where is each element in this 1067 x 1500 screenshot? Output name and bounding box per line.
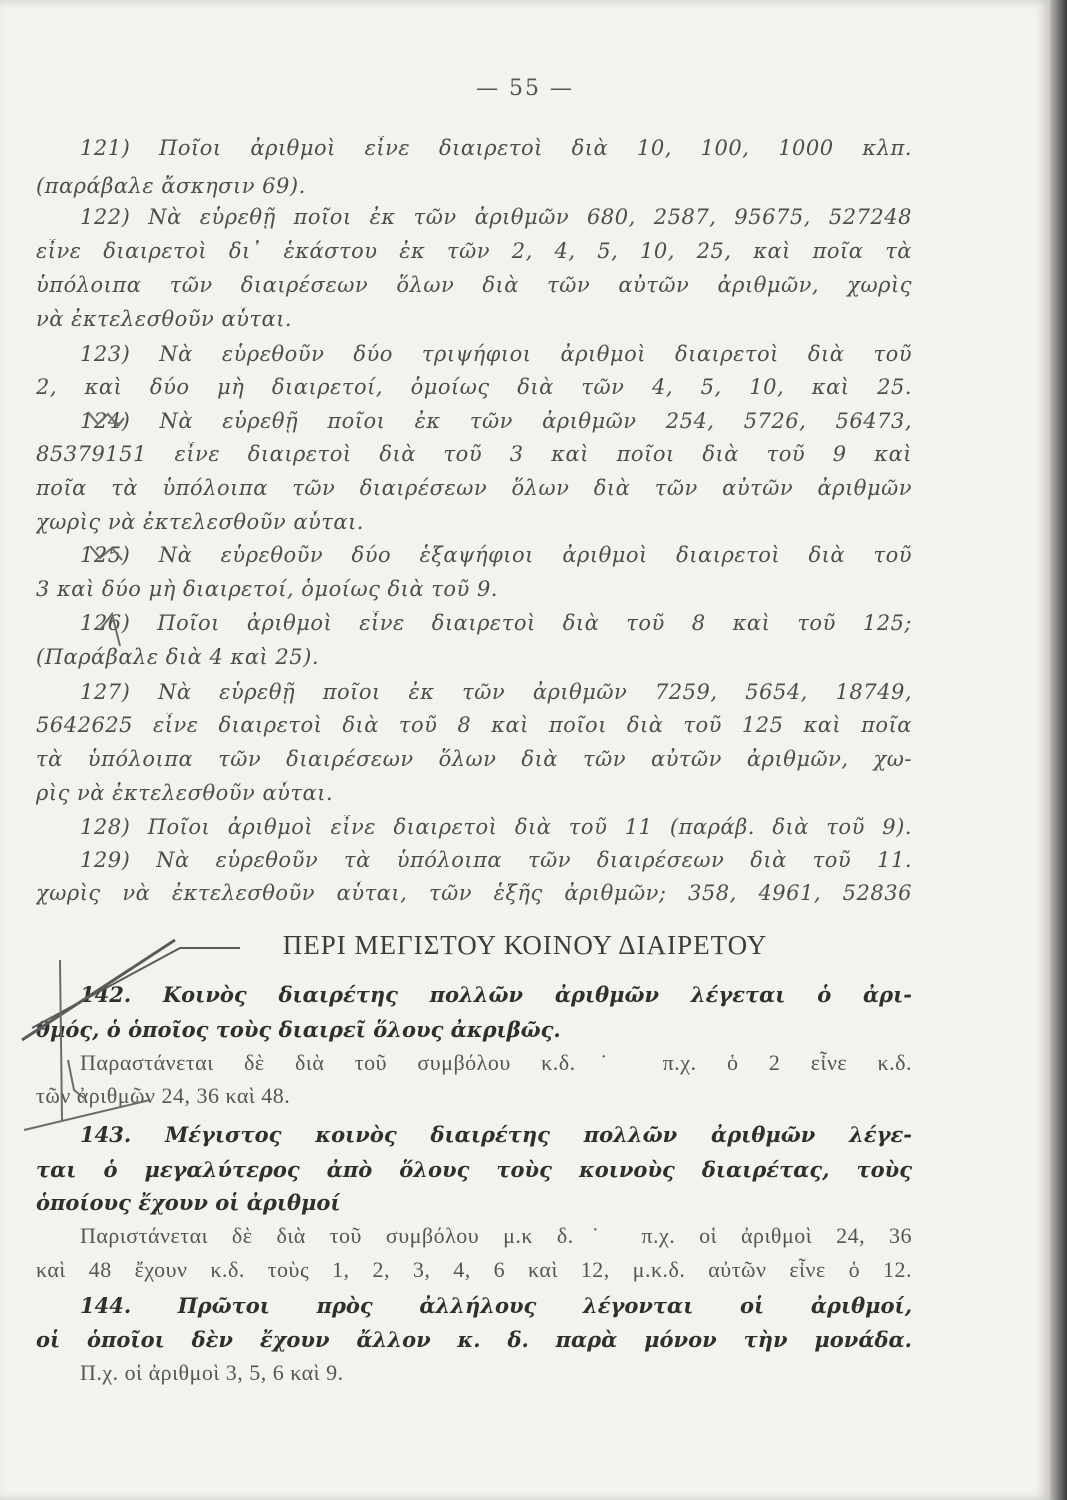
definition-144-line-2: οἱ ὁποῖοι δὲν ἔχουν ἄλλον κ. δ. παρὰ μόνον τὴν μονάδα. — [36, 1327, 912, 1352]
exercise-127-line-2: 5642625 εἶνε διαιρετοὶ διὰ τοῦ 8 καὶ ποῖοι διὰ τοῦ 125 καὶ ποῖα — [36, 713, 912, 737]
exercise-122-line-3: ὑπόλοιπα τῶν διαιρέσεων ὅλων διὰ τῶν αὐτῶν ἀριθμῶν, χωρὶς — [36, 273, 912, 297]
exercise-124-line-4: χωρὶς νὰ ἐκτελεσθοῦν αὗται. — [36, 510, 364, 534]
exercise-129-line-2: χωρὶς νὰ ἐκτελεσθοῦν αὗται, τῶν ἑξῆς ἀριθμῶν; 358, 4961, 52836 — [36, 881, 912, 905]
exercise-121-line-1: 121) Ποῖοι ἀριθμοὶ εἶνε διαιρετοὶ διὰ 10, 100, 1000 κλπ. — [80, 136, 912, 160]
definition-144-line-1: 144. Πρῶτοι πρὸς ἀλλήλους λέγονται οἱ ἀριθμοί, — [80, 1293, 912, 1318]
exercise-121-line-2: (παράβαλε ἄσκησιν 69). — [36, 174, 306, 198]
definition-143-line-3: ὁποίους ἔχουν οἱ ἀριθμοί — [36, 1190, 341, 1215]
exercise-122-line-1: 122) Νὰ εὑρεθῇ ποῖοι ἐκ τῶν ἀριθμῶν 680, 2587, 95675, 527248 — [80, 205, 912, 229]
section-heading: ΠΕΡΙ ΜΕΓΙΣΤΟΥ ΚΟΙΝΟΥ ΔΙΑΙΡΕΤΟΥ — [282, 930, 768, 960]
exercise-128-line-1: 128) Ποῖοι ἀριθμοὶ εἶνε διαιρετοὶ διὰ τοῦ 11 (παράβ. διὰ τοῦ 9). — [80, 815, 912, 839]
definition-142-line-1: 142. Κοινὸς διαιρέτης πολλῶν ἀριθμῶν λέγεται ὁ ἀρι- — [80, 982, 912, 1007]
exercise-122-line-2: εἶνε διαιρετοὶ δι᾽ ἑκάστου ἐκ τῶν 2, 4, 5, 10, 25, καὶ ποῖα τὰ — [36, 239, 912, 263]
exercise-127-line-3: τὰ ὑπόλοιπα τῶν διαιρέσεων ὅλων διὰ τῶν αὐτῶν ἀριθμῶν, χω- — [36, 747, 912, 771]
definition-142-example-line-1: Παραστάνεται δὲ διὰ τοῦ συμβόλου κ.δ.˙ π.χ. ὁ 2 εἶνε κ.δ. — [80, 1050, 912, 1075]
exercise-126-line-2: (Παράβαλε διὰ 4 καὶ 25). — [36, 645, 320, 669]
exercise-125-line-2: 3 καὶ δύο μὴ διαιρετοί, ὁμοίως διὰ τοῦ 9. — [36, 577, 498, 601]
definition-143-example-line-2: καὶ 48 ἔχουν κ.δ. τοὺς 1, 2, 3, 4, 6 καὶ 12, μ.κ.δ. αὐτῶν εἶνε ὁ 12. — [36, 1257, 912, 1282]
definition-143-example-line-1: Παριστάνεται δὲ διὰ τοῦ συμβόλου μ.κ δ.˙ π.χ. οἱ ἀριθμοὶ 24, 36 — [80, 1223, 912, 1248]
definition-142-example-line-2: τῶν ἀριθμῶν 24, 36 καὶ 48. — [36, 1083, 291, 1108]
exercise-123-line-1: 123) Νὰ εὑρεθοῦν δύο τριψήφιοι ἀριθμοὶ διαιρετοὶ διὰ τοῦ — [80, 342, 912, 366]
exercise-124-line-1: 124) Νὰ εὑρεθῇ ποῖοι ἐκ τῶν ἀριθμῶν 254, 5726, 56473, — [80, 409, 912, 433]
definition-143-line-1: 143. Μέγιστος κοινὸς διαιρέτης πολλῶν ἀριθμῶν λέγε- — [80, 1122, 912, 1147]
definition-144-example-line-1: Π.χ. οἱ ἀριθμοὶ 3, 5, 6 καὶ 9. — [80, 1360, 344, 1385]
exercise-124-line-3: ποῖα τὰ ὑπόλοιπα τῶν διαιρέσεων ὅλων διὰ τῶν αὐτῶν ἀριθμῶν — [36, 476, 912, 500]
exercise-122-line-4: νὰ ἐκτελεσθοῦν αὗται. — [36, 307, 293, 331]
exercise-123-line-2: 2, καὶ δύο μὴ διαιρετοί, ὁμοίως διὰ τῶν 4, 5, 10, καὶ 25. — [36, 375, 912, 399]
page-number: — 55 — — [476, 76, 574, 101]
exercise-125-line-1: 125) Νὰ εὑρεθοῦν δύο ἑξαψήφιοι ἀριθμοὶ διαιρετοὶ διὰ τοῦ — [80, 543, 912, 567]
scan-edge — [1050, 0, 1067, 1500]
definition-143-line-2: ται ὁ μεγαλύτερος ἀπὸ ὅλους τοὺς κοινοὺς διαιρέτας, τοὺς — [36, 1157, 912, 1182]
exercise-127-line-4: ρὶς νὰ ἐκτελεσθοῦν αὗται. — [36, 781, 334, 805]
exercise-124-line-2: 85379151 εἶνε διαιρετοὶ διὰ τοῦ 3 καὶ ποῖοι διὰ τοῦ 9 καὶ — [36, 442, 912, 466]
definition-142-line-2: θμός, ὁ ὁποῖος τοὺς διαιρεῖ ὅλους ἀκριβῶς. — [36, 1017, 561, 1042]
exercise-127-line-1: 127) Νὰ εὑρεθῇ ποῖοι ἐκ τῶν ἀριθμῶν 7259, 5654, 18749, — [80, 680, 912, 704]
exercise-126-line-1: 126) Ποῖοι ἀριθμοὶ εἶνε διαιρετοὶ διὰ τοῦ 8 καὶ τοῦ 125; — [80, 611, 912, 635]
exercise-129-line-1: 129) Νὰ εὑρεθοῦν τὰ ὑπόλοιπα τῶν διαιρέσεων διὰ τοῦ 11. — [80, 848, 912, 872]
